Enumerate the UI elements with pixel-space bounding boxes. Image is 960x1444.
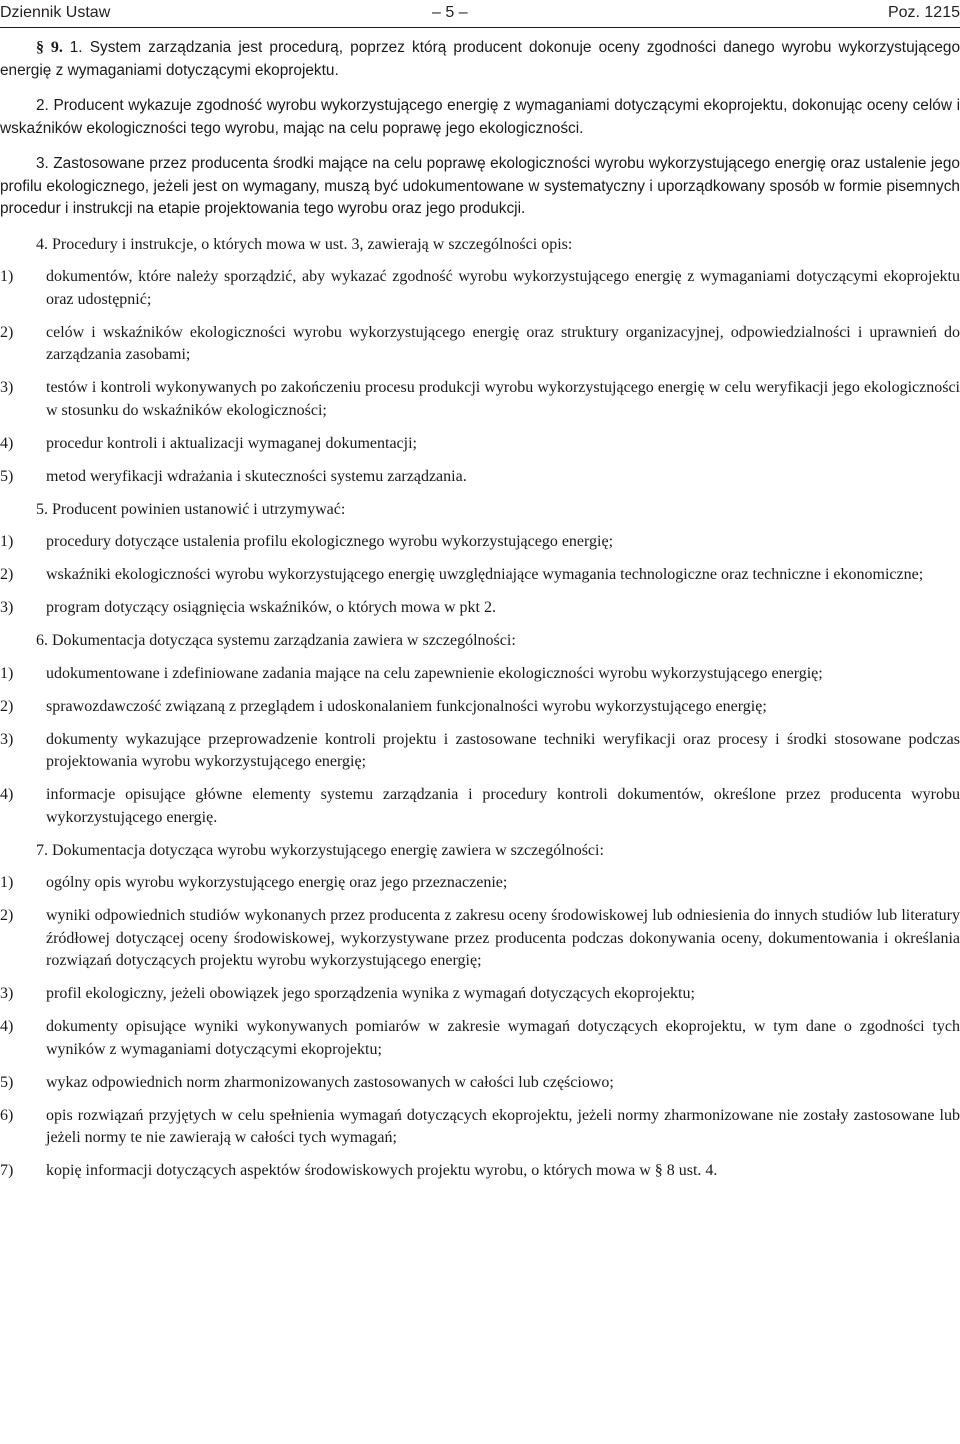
- list-item-number: 1): [0, 874, 14, 891]
- list-item-text: dokumentów, które należy sporządzić, aby wykazać zgodność wyrobu wykorzystującego energię z wymaganiami dotyczącymi ekoprojektu oraz udostępnić;: [46, 268, 960, 308]
- list-item-number: 5): [0, 1073, 14, 1091]
- list-item: [0, 1016, 960, 1061]
- list-item-number: 4): [0, 434, 14, 452]
- list-item-text: procedury dotyczące ustalenia profilu ekologicznego wyrobu wykorzystującego energię;: [46, 533, 614, 550]
- list-item: [0, 1160, 960, 1183]
- list-item-text: procedur kontroli i aktualizacji wymaganej dokumentacji;: [46, 434, 417, 452]
- page-header: [0, 2, 960, 24]
- section-label: § 9.: [36, 39, 63, 56]
- list-item-text: metod weryfikacji wdrażania i skuteczności systemu zarządzania.: [46, 467, 467, 485]
- list-item-number: 3): [0, 379, 14, 396]
- list-item-number: 5): [0, 467, 14, 485]
- list-item: [0, 784, 960, 829]
- list-item-text: opis rozwiązań przyjętych w celu spełnienia wymagań dotyczących ekoprojektu, jeżeli normy zharmonizowane nie zostały zastosowane lub jeżeli normy te nie zawierają w całości tych wymagań;: [46, 1106, 960, 1146]
- list-item: [0, 1072, 960, 1095]
- list-item-number: 4): [0, 786, 14, 803]
- paragraph-9-6: 6. Dokumentacja dotycząca systemu zarządzania zawiera w szczególności:: [36, 632, 516, 649]
- document-body: [0, 37, 960, 1193]
- header-divider: [0, 27, 960, 28]
- list-item: [0, 433, 960, 456]
- list-item-number: 1): [0, 268, 14, 285]
- list-item-text: udokumentowane i zdefiniowane zadania mające na celu zapewnienie ekologiczności wyrobu wykorzystującego energię;: [46, 664, 823, 682]
- list-item-number: 1): [0, 664, 14, 682]
- page-number: – 5 –: [432, 4, 468, 21]
- list-item-number: 1): [0, 533, 14, 550]
- list-item-number: 3): [0, 985, 14, 1002]
- list-item-text: kopię informacji dotyczących aspektów środowiskowych projektu wyrobu, o których mowa w § 8 ust. 4.: [46, 1162, 718, 1179]
- list-9-6: [0, 663, 960, 830]
- list-item-text: informacje opisujące główne elementy systemu zarządzania i procedury kontroli dokumentów, określone przez producenta wyrobu wykorzystującego energię.: [46, 786, 960, 826]
- list-item: [0, 531, 960, 554]
- list-item: [0, 872, 960, 895]
- list-item: [0, 905, 960, 973]
- list-item-number: 6): [0, 1106, 14, 1124]
- list-item-number: 3): [0, 730, 14, 748]
- list-item: [0, 663, 960, 686]
- list-item: [0, 377, 960, 422]
- paragraph-9-5: 5. Producent powinien ustanowić i utrzymywać:: [36, 500, 346, 518]
- list-item-text: program dotyczący osiągnięcia wskaźników, o których mowa w pkt 2.: [46, 599, 496, 616]
- list-item-number: 7): [0, 1162, 14, 1179]
- list-item-text: dokumenty opisujące wyniki wykonywanych pomiarów w zakresie wymagań dotyczących ekoprojektu, w tym dane o zgodności tych wyników z wymaganiami dotyczącymi ekoprojektu;: [46, 1018, 960, 1058]
- list-item-text: celów i wskaźników ekologiczności wyrobu wykorzystującego energię oraz struktury organizacyjnej, odpowiedzialności i uprawnień do zarządzania zasobami;: [46, 323, 960, 363]
- paragraph-9-7: 7. Dokumentacja dotycząca wyrobu wykorzystującego energię zawiera w szczególności:: [36, 841, 604, 859]
- list-item-number: 2): [0, 907, 14, 924]
- list-9-5: [0, 531, 960, 620]
- list-item-number: 3): [0, 599, 14, 616]
- list-item: [0, 696, 960, 719]
- list-item: [0, 983, 960, 1006]
- list-item-text: profil ekologiczny, jeżeli obowiązek jego sporządzenia wynika z wymagań dotyczących ekoprojektu;: [46, 985, 695, 1002]
- paragraph-9-3: 3. Zastosowane przez producenta środki mające na celu poprawę ekologiczności wyrobu wykorzystującego energię oraz ustalenie jego profilu ekologicznego, jeżeli jest on wymagany, muszą być udokumentowane w systematyczny i uporządkowany sposób w formie pisemnych procedur i instrukcji na etapie projektowania tego wyrobu oraz jego produkcji.: [0, 155, 960, 217]
- list-item-number: 2): [0, 697, 14, 715]
- list-item: [0, 322, 960, 367]
- list-item-text: wyniki odpowiednich studiów wykonanych przez producenta z zakresu oceny środowiskowej lub odniesienia do innych studiów lub literatury źródłowej dotyczącej oceny środowiskowej, wykorzystywane przez producenta podczas dokonywania oceny, dokumentowania i określania rozwiązań dotyczących projektu wyrobu wykorzystującego energię;: [46, 907, 960, 969]
- list-item-text: wskaźniki ekologiczności wyrobu wykorzystującego energię uwzględniające wymagania technologiczne oraz techniczne i ekonomiczne;: [46, 566, 924, 583]
- list-item: [0, 729, 960, 774]
- list-item-number: 2): [0, 566, 14, 583]
- list-item-text: wykaz odpowiednich norm zharmonizowanych zastosowanych w całości lub częściowo;: [46, 1073, 614, 1091]
- list-item-number: 4): [0, 1018, 14, 1035]
- list-item-text: testów i kontroli wykonywanych po zakończeniu procesu produkcji wyrobu wykorzystującego energię w celu weryfikacji jego ekologiczności w stosunku do wskaźników ekologiczności;: [46, 379, 960, 419]
- position-number: Poz. 1215: [887, 4, 960, 21]
- list-item: [0, 1105, 960, 1150]
- journal-title: Dziennik Ustaw: [0, 4, 111, 21]
- list-item: [0, 466, 960, 489]
- list-item: [0, 266, 960, 311]
- list-item-text: sprawozdawczość związaną z przeglądem i udoskonalaniem funkcjonalności wyrobu wykorzystującego energię;: [46, 697, 767, 715]
- list-item: [0, 564, 960, 587]
- list-item-text: dokumenty wykazujące przeprowadzenie kontroli projektu i zastosowane techniki weryfikacji oraz procesy i środki stosowane podczas projektowania wyrobu wykorzystującego energię;: [46, 730, 960, 770]
- paragraph-9-2: 2. Producent wykazuje zgodność wyrobu wykorzystującego energię z wymaganiami dotyczącymi ekoprojektu, dokonując oceny celów i wskaźników ekologiczności tego wyrobu, mając na celu poprawę jego ekologiczności.: [0, 97, 960, 137]
- list-item: [0, 597, 960, 620]
- paragraph-9-4: 4. Procedury i instrukcje, o których mowa w ust. 3, zawierają w szczególności opis:: [36, 235, 573, 253]
- list-item-number: 2): [0, 323, 14, 341]
- list-item-text: ogólny opis wyrobu wykorzystującego energię oraz jego przeznaczenie;: [46, 874, 508, 891]
- paragraph-9-1: § 9. 1. System zarządzania jest procedurą, poprzez którą producent dokonuje oceny zgodności danego wyrobu wykorzystującego energię z wymaganiami dotyczącymi ekoprojektu.: [0, 39, 960, 79]
- list-9-4: [0, 266, 960, 488]
- list-9-7: [0, 872, 960, 1183]
